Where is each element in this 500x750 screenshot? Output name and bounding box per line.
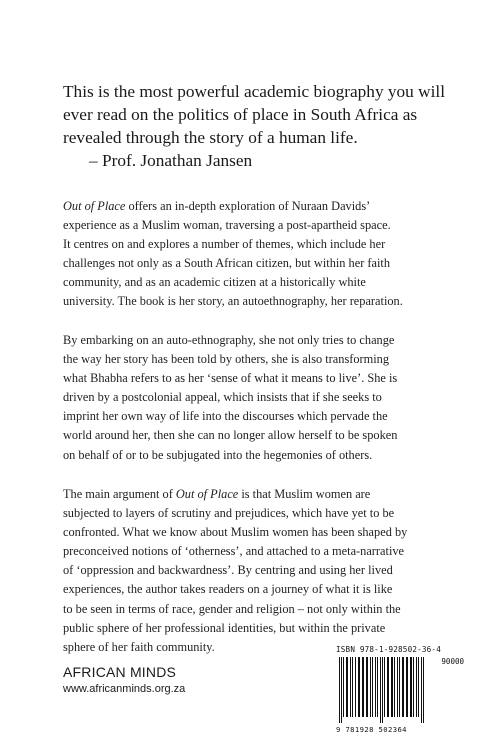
- paragraph-line: experience as a Muslim woman, traversing a post-apartheid space.: [63, 218, 391, 233]
- paragraph-line: sphere of her faith community.: [63, 639, 215, 654]
- paragraph-line: confronted. What we know about Muslim women has been shaped by: [63, 525, 408, 540]
- paragraph-line: of ‘oppression and backwardness’. By centring and using her lived: [63, 563, 393, 578]
- paragraph-line: the way her story has been told by others, she is also transforming: [63, 352, 390, 367]
- barcode-bar: [423, 657, 424, 723]
- barcode-bar: [387, 657, 389, 717]
- barcode-bar: [382, 657, 383, 723]
- quote-attribution: – Prof. Jonathan Jansen: [89, 151, 253, 170]
- barcode-bar: [372, 657, 373, 717]
- paragraph-line: It centres on and explores a number of themes, which include her: [63, 237, 386, 252]
- blurb-paragraph-3: [63, 485, 473, 657]
- barcode-bar: [366, 657, 368, 717]
- quote-line: This is the most powerful academic biography you will: [63, 82, 446, 101]
- paragraph-line: imprint her own way of life into the discourses which pervade the: [63, 409, 388, 424]
- paragraph-line: Out of Place offers an in-depth exploration of Nuraan Davids’: [63, 199, 371, 213]
- paragraph-line: By embarking on an auto-ethnography, she not only tries to change: [63, 333, 395, 347]
- publisher-name: AFRICAN MINDS: [63, 664, 177, 680]
- book-title: Out of Place: [175, 487, 239, 501]
- barcode-bar: [399, 657, 400, 717]
- barcode-bar: [418, 657, 419, 717]
- barcode-bar: [410, 657, 412, 717]
- quote-line: revealed through the story of a human life.: [63, 128, 358, 147]
- barcode-bar: [350, 657, 351, 717]
- paragraph-line: preconceived notions of ‘otherness’, and attached to a meta-narrative: [63, 544, 405, 559]
- barcode-bars: [336, 657, 430, 723]
- barcode-bar: [375, 657, 376, 717]
- paragraph-line: The main argument of Out of Place is that Muslim women are: [63, 487, 371, 501]
- ean-digits: 9 781928 502364: [336, 725, 407, 734]
- barcode-bar: [352, 657, 353, 717]
- barcode-bar: [346, 657, 348, 717]
- barcode-bar: [358, 657, 360, 717]
- publisher-url: www.africanminds.org.za: [63, 683, 186, 695]
- paragraph-line: public sphere of her professional identities, but within the private: [63, 620, 386, 635]
- paragraph-line: challenges not only as a South African citizen, but within her faith: [63, 256, 391, 271]
- barcode-bar: [370, 657, 371, 717]
- paragraph-line: driven by a postcolonial appeal, which insists that if she seeks to: [63, 390, 382, 405]
- barcode-bar: [413, 657, 414, 717]
- barcode-bar: [380, 657, 381, 723]
- barcode-bar: [416, 657, 417, 717]
- book-title: Out of Place: [63, 199, 126, 213]
- paragraph-line: world around her, then she can no longer allow herself to be spoken: [63, 428, 398, 443]
- barcode-bar: [394, 657, 395, 717]
- barcode-bar: [397, 657, 398, 717]
- barcode-bar: [343, 657, 344, 717]
- barcode-bar: [355, 657, 356, 717]
- paragraph-line: university. The book is her story, an autoethnography, her reparation.: [63, 294, 403, 309]
- paragraph-line: what Bhabha refers to as her ‘sense of what it means to live’. She is: [63, 371, 398, 386]
- paragraph-line: on behalf of or to be subjugated into the hegemonies of others.: [63, 447, 373, 462]
- barcode-bar: [384, 657, 385, 717]
- barcode-bar: [421, 657, 422, 723]
- barcode-bar: [377, 657, 378, 717]
- blurb-paragraph-1: [63, 197, 473, 312]
- paragraph-line: to be seen in terms of race, gender and religion – not only within the: [63, 601, 401, 616]
- quote-line: ever read on the politics of place in South Africa as: [63, 105, 418, 124]
- paragraph-line: experiences, the author takes readers on a journey of what it is like: [63, 582, 393, 597]
- barcode-bar: [341, 657, 342, 723]
- barcode-bar: [362, 657, 364, 717]
- paragraph-line: subjected to layers of scrutiny and prejudices, which have yet to be: [63, 506, 395, 521]
- blurb-paragraph-2: [63, 331, 473, 465]
- barcode-bar: [339, 657, 340, 723]
- barcode-bar: [402, 657, 404, 717]
- paragraph-line: community, and as an academic citizen at a historically white: [63, 275, 366, 290]
- barcode-bar: [391, 657, 393, 717]
- price-addon-code: 90000: [441, 657, 464, 666]
- endorsement-quote: [63, 80, 463, 172]
- isbn-text: ISBN 978-1-928502-36-4: [336, 645, 441, 654]
- barcode-bar: [406, 657, 408, 717]
- publisher-block: [63, 663, 185, 696]
- isbn-barcode: [336, 645, 464, 734]
